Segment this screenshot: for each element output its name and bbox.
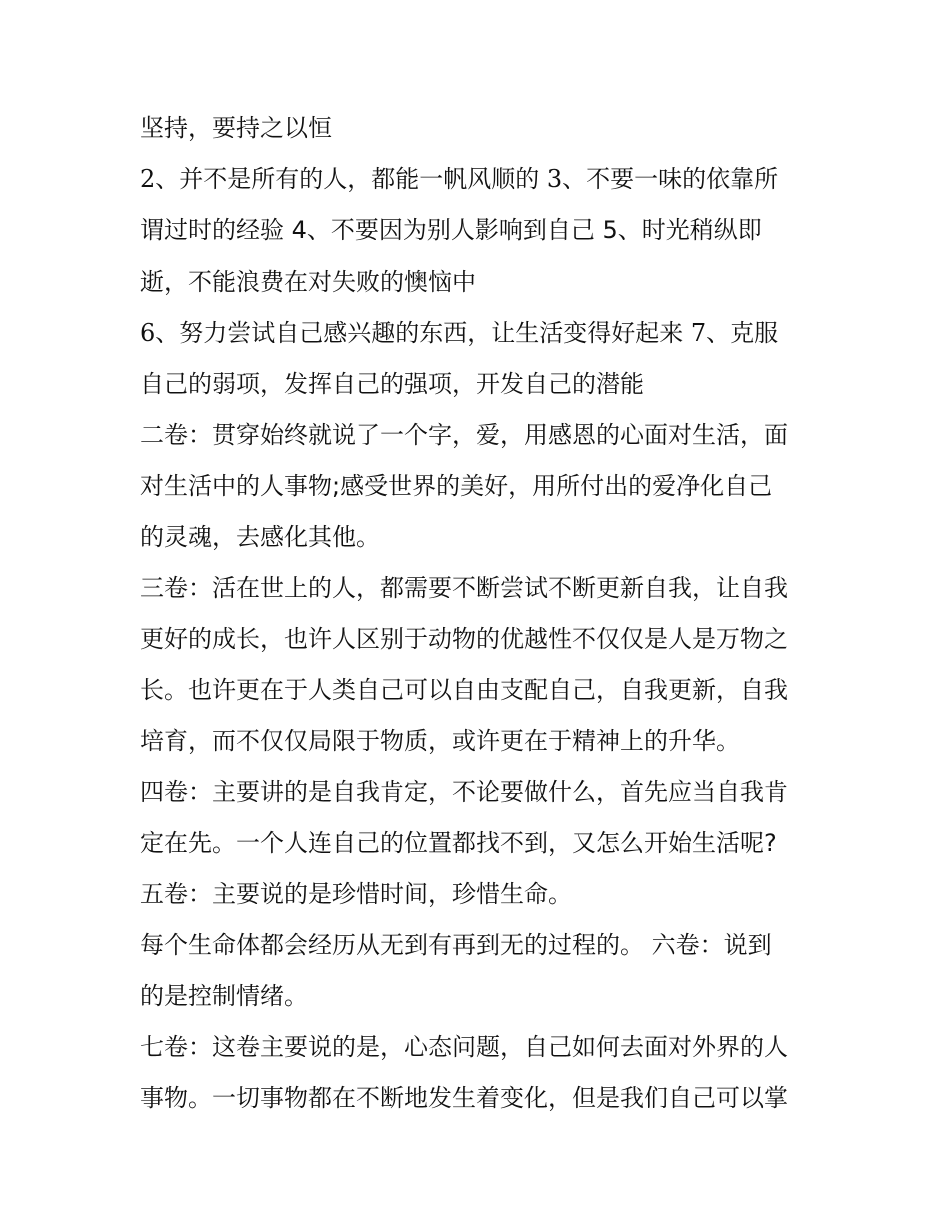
text-line: 的灵魂，去感化其他。 <box>140 523 380 551</box>
text-line: 定在先。一个人连自己的位置都找不到，又怎么开始生活呢? <box>140 829 777 857</box>
text-line: 事物。一切事物都在不断地发生着变化，但是我们自己可以掌 <box>140 1084 788 1112</box>
text-line: 坚持，要持之以恒 <box>140 114 332 142</box>
text-line: 培育，而不仅仅局限于物质，或许更在于精神上的升华。 <box>140 727 740 755</box>
text-line: 的是控制情绪。 <box>140 982 308 1010</box>
text-line: 对生活中的人事物;感受世界的美好，用所付出的爱净化自己 <box>140 472 773 500</box>
text-line: 四卷：主要讲的是自我肯定，不论要做什么，首先应当自我肯 <box>140 778 788 806</box>
text-line: 七卷：这卷主要说的是，心态问题，自己如何去面对外界的人 <box>140 1033 788 1061</box>
text-line: 自己的弱项，发挥自己的强项，开发自己的潜能 <box>140 370 644 398</box>
text-line: 长。也许更在于人类自己可以自由支配自己，自我更新，自我 <box>140 676 788 704</box>
text-line: 每个生命体都会经历从无到有再到无的过程的。 六卷：说到 <box>140 931 772 959</box>
text-line: 6、努力尝试自己感兴趣的东西，让生活变得好起来 7、克服 <box>140 319 779 347</box>
text-line: 三卷：活在世上的人，都需要不断尝试不断更新自我，让自我 <box>140 574 788 602</box>
text-line: 五卷：主要说的是珍惜时间，珍惜生命。 <box>140 880 572 908</box>
text-line: 2、并不是所有的人，都能一帆风顺的 3、不要一味的依靠所 <box>140 165 779 193</box>
text-line: 更好的成长，也许人区别于动物的优越性不仅仅是人是万物之 <box>140 625 788 653</box>
text-line: 二卷：贯穿始终就说了一个字，爱，用感恩的心面对生活，面 <box>140 421 788 449</box>
text-line: 谓过时的经验 4、不要因为别人影响到自己 5、时光稍纵即 <box>140 216 762 244</box>
text-line: 逝，不能浪费在对失败的懊恼中 <box>140 268 476 296</box>
